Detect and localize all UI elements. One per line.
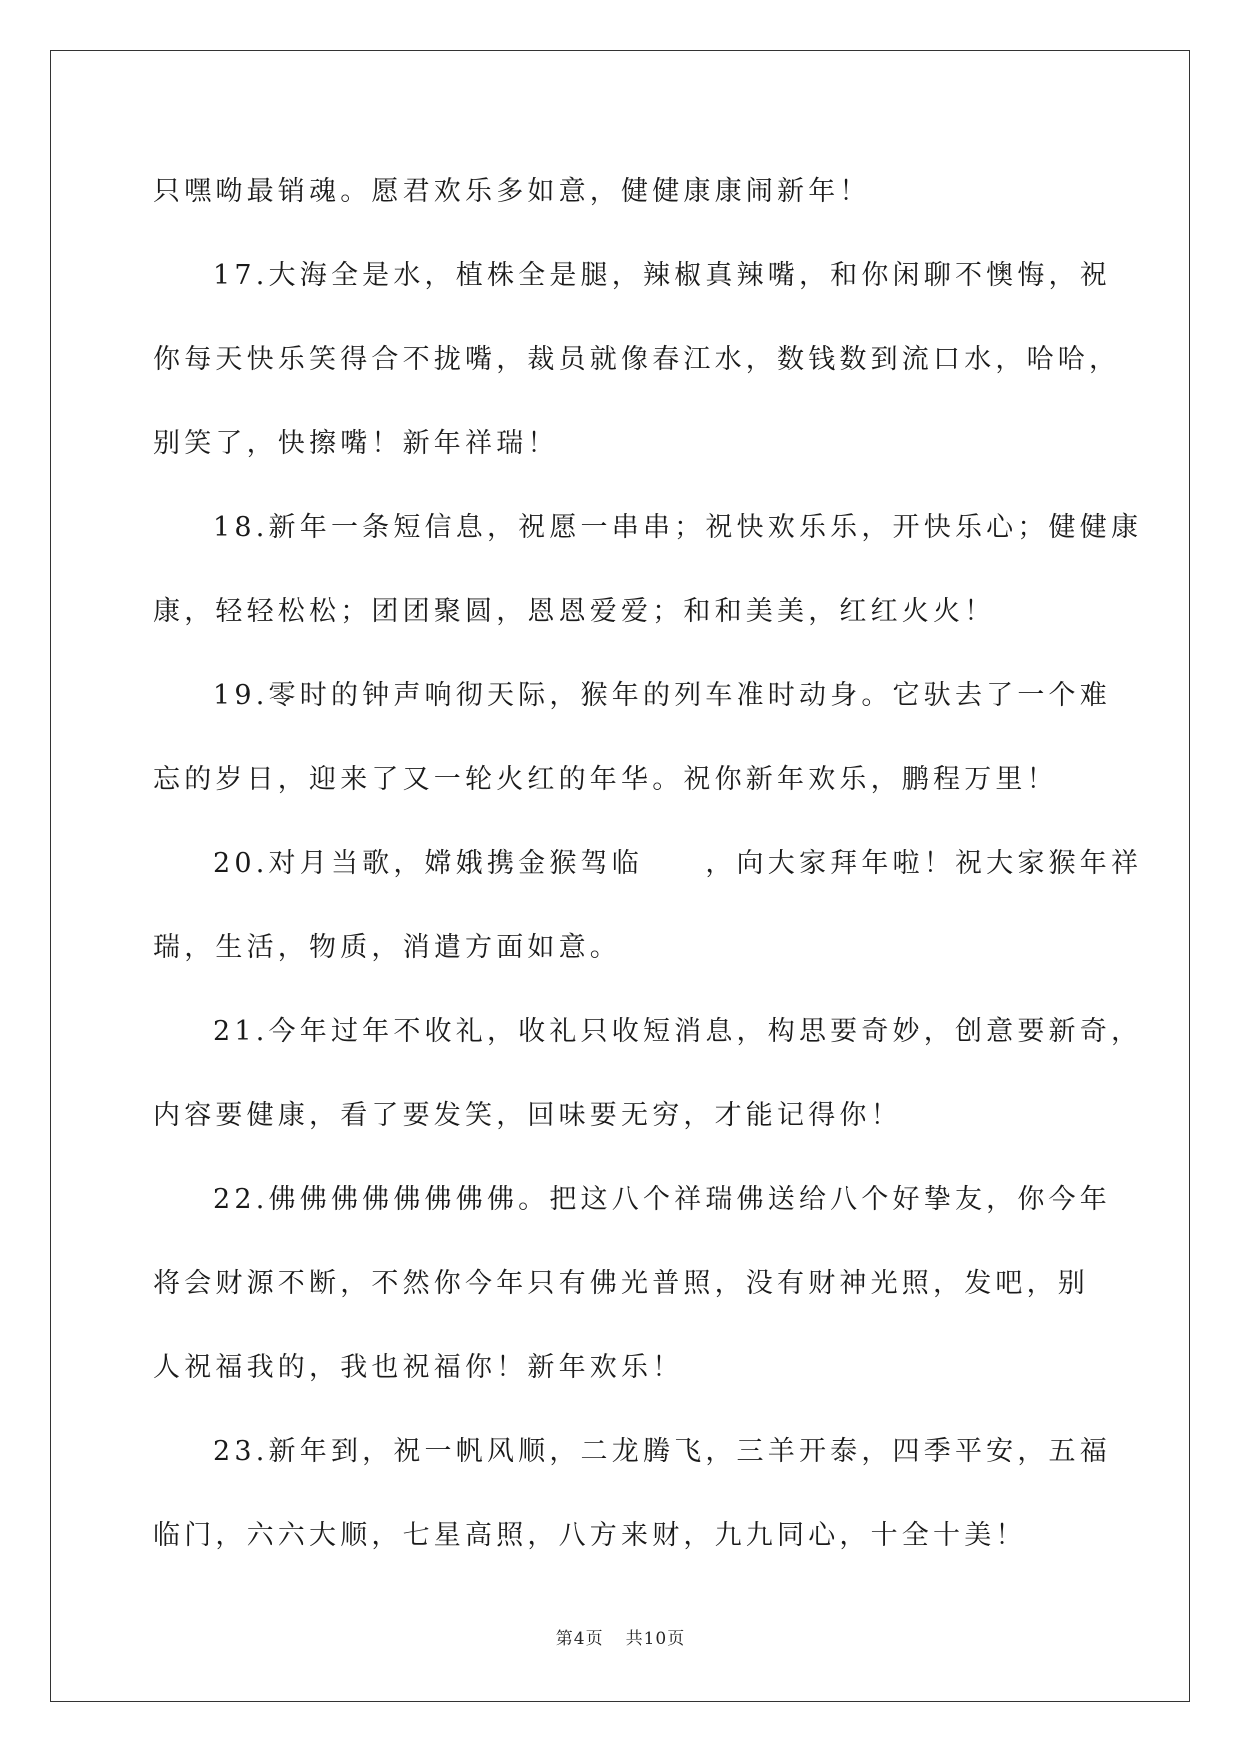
text-line: 康，轻轻松松；团团聚圆，恩恩爱爱；和和美美，红红火火！ xyxy=(153,596,996,627)
text-line: 22.佛佛佛佛佛佛佛佛。把这八个祥瑞佛送给八个好挚友，你今年 xyxy=(213,1184,1111,1215)
text-line: 20.对月当歌，嫦娥携金猴驾临 ，向大家拜年啦！祝大家猴年祥 xyxy=(213,848,1143,879)
text-line: 瑞，生活，物质，消遣方面如意。 xyxy=(153,932,621,963)
text-line: 只嘿呦最销魂。愿君欢乐多如意，健健康康闹新年！ xyxy=(153,176,871,207)
text-line: 18.新年一条短信息，祝愿一串串；祝快欢乐乐，开快乐心；健健康 xyxy=(213,512,1143,543)
text-line: 将会财源不断，不然你今年只有佛光普照，没有财神光照，发吧，别 xyxy=(153,1268,1089,1299)
text-line: 忘的岁日，迎来了又一轮火红的年华。祝你新年欢乐，鹏程万里！ xyxy=(153,764,1058,795)
text-line: 临门，六六大顺，七星高照，八方来财，九九同心，十全十美！ xyxy=(153,1520,1027,1551)
text-line: 19.零时的钟声响彻天际，猴年的列车准时动身。它驮去了一个难 xyxy=(213,680,1111,711)
text-line: 21.今年过年不收礼，收礼只收短消息，构思要奇妙，创意要新奇， xyxy=(213,1016,1143,1047)
text-line: 内容要健康，看了要发笑，回味要无穷，才能记得你！ xyxy=(153,1100,902,1131)
text-line: 17.大海全是水，植株全是腿，辣椒真辣嘴，和你闲聊不懊悔，祝 xyxy=(213,260,1111,291)
page-footer xyxy=(0,1624,1241,1649)
text-line: 23.新年到，祝一帆风顺，二龙腾飞，三羊开泰，四季平安，五福 xyxy=(213,1436,1111,1467)
text-line: 人祝福我的，我也祝福你！新年欢乐！ xyxy=(153,1352,684,1383)
document-body xyxy=(153,165,1143,1593)
current-page-number: 第4页 xyxy=(555,1629,604,1649)
text-line: 你每天快乐笑得合不拢嘴，裁员就像春江水，数钱数到流口水，哈哈， xyxy=(153,344,1121,375)
total-page-count: 共10页 xyxy=(625,1629,686,1649)
text-line: 别笑了，快擦嘴！新年祥瑞！ xyxy=(153,428,559,459)
